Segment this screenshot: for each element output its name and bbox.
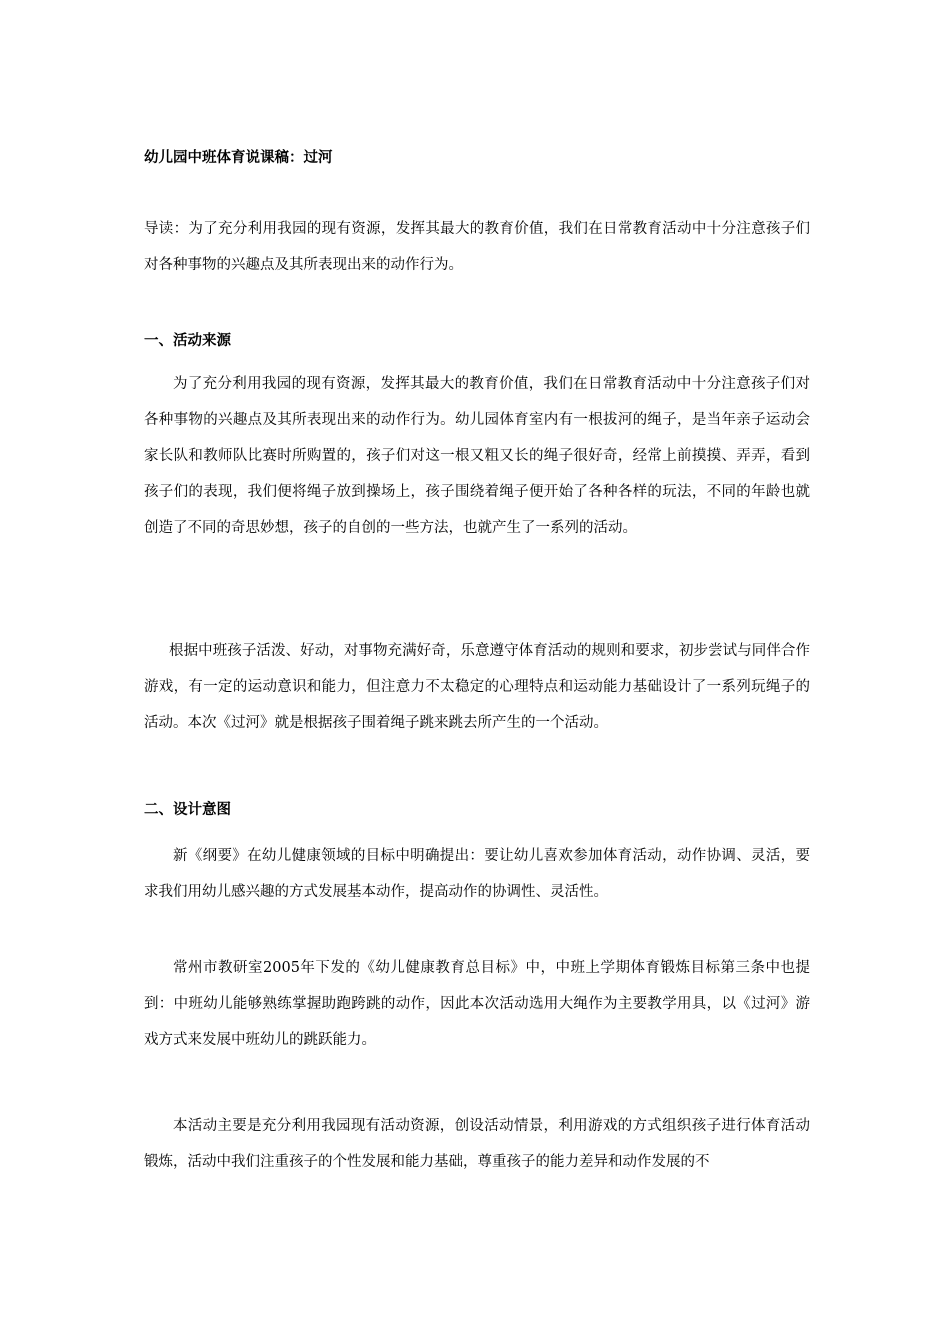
page-title: 幼儿园中班体育说课稿：过河 xyxy=(144,150,333,166)
intro-paragraph: 导读：为了充分利用我园的现有资源，发挥其最大的教育价值，我们在日常教育活动中十分注意孩子们对各种事物的兴趣点及其所表现出来的动作行为。 xyxy=(144,221,810,273)
section-heading-design-intent: 二、设计意图 xyxy=(144,802,231,818)
section1-paragraph-2: 根据中班孩子活泼、好动，对事物充满好奇，乐意遵守体育活动的规则和要求，初步尝试与同伴合作游戏，有一定的运动意识和能力，但注意力不太稳定的心理特点和运动能力基础设计了一系列玩绳子的活动。本次《过河》就是根据孩子围着绳子跳来跳去所产生的一个活动。 xyxy=(144,643,810,731)
section2-paragraph-1: 新《纲要》在幼儿健康领域的目标中明确提出：要让幼儿喜欢参加体育活动，动作协调、灵活，要求我们用幼儿感兴趣的方式发展基本动作，提高动作的协调性、灵活性。 xyxy=(144,848,810,900)
section1-paragraph-1: 为了充分利用我园的现有资源，发挥其最大的教育价值，我们在日常教育活动中十分注意孩子们对各种事物的兴趣点及其所表现出来的动作行为。幼儿园体育室内有一根拔河的绳子，是当年亲子运动会家长队和教师队比赛时所购置的，孩子们对这一根又粗又长的绳子很好奇，经常上前摸摸、弄弄，看到孩子们的表现，我们便将绳子放到操场上，孩子围绕着绳子便开始了各种各样的玩法，不同的年龄也就创造了不同的奇思妙想，孩子的自创的一些方法，也就产生了一系列的活动。 xyxy=(144,376,810,536)
section-heading-activity-source: 一、活动来源 xyxy=(144,333,231,349)
section2-paragraph-3: 本活动主要是充分利用我园现有活动资源，创设活动情景，利用游戏的方式组织孩子进行体育活动锻炼，活动中我们注重孩子的个性发展和能力基础，尊重孩子的能力差异和动作发展的不 xyxy=(144,1118,810,1170)
section2-paragraph-2: 常州市教研室2005年下发的《幼儿健康教育总目标》中，中班上学期体育锻炼目标第三条中也提到：中班幼儿能够熟练掌握助跑跨跳的动作，因此本次活动选用大绳作为主要教学用具，以《过河》游戏方式来发展中班幼儿的跳跃能力。 xyxy=(144,960,810,1048)
